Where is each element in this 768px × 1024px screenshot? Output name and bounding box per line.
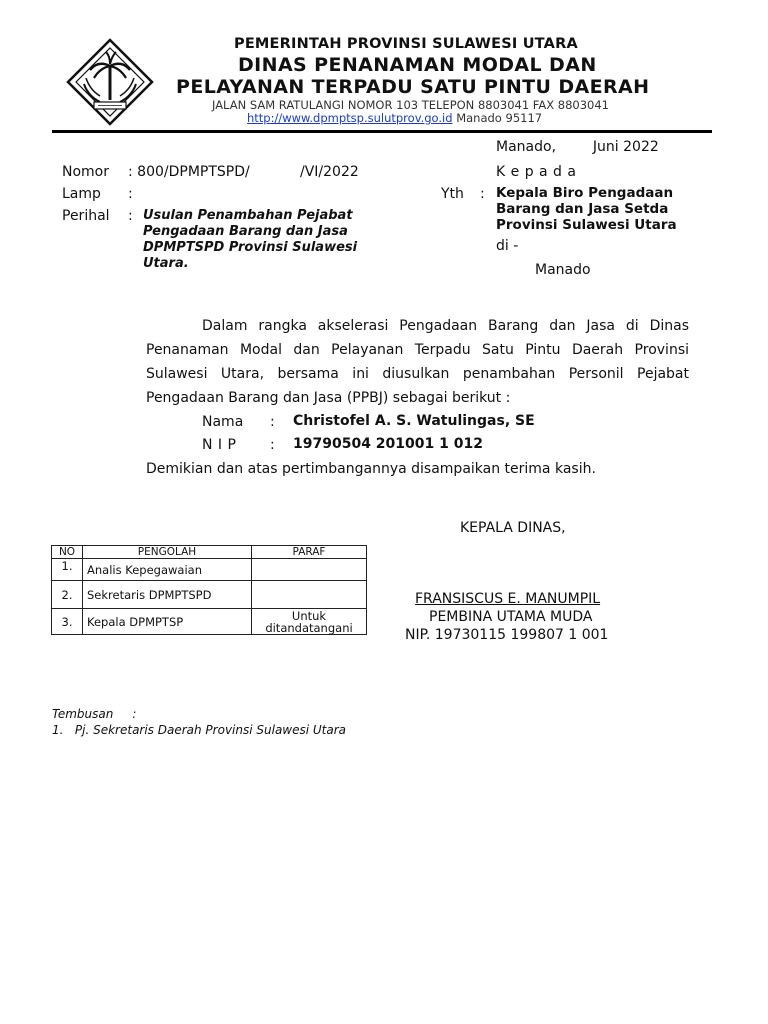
letterhead-contact	[247, 111, 542, 125]
row-number: 1.	[52, 559, 83, 581]
tembusan-item: 1. Pj. Sekretaris Daerah Provinsi Sulawesi Utara	[52, 723, 347, 737]
website-link[interactable]: http://www.dpmptsp.sulutprov.go.id	[247, 111, 453, 125]
recipient-line: Barang dan Jasa Setda	[496, 201, 669, 217]
perihal-colon: :	[128, 208, 133, 224]
nomor-label: Nomor	[62, 164, 109, 180]
table-row	[52, 609, 367, 635]
row-number: 2.	[52, 581, 83, 609]
table-header: PARAF	[252, 546, 367, 559]
city-postal: Manado 95117	[456, 111, 543, 125]
recipient-place: Manado	[535, 262, 591, 278]
row-paraf	[252, 559, 367, 581]
nama-label: Nama	[202, 414, 244, 430]
letterhead-agency-line2: PELAYANAN TERPADU SATU PINTU DAERAH	[176, 76, 650, 98]
yth-label: Yth	[441, 186, 464, 202]
perihal-line: Usulan Penambahan Pejabat	[143, 208, 353, 223]
body-para-line: Pengadaan Barang dan Jasa (PPBJ) sebagai berikut :	[146, 390, 511, 406]
nip-label: N I P	[202, 437, 237, 453]
table-header: PENGOLAH	[83, 546, 252, 559]
paraf-note: Untuk	[291, 608, 327, 623]
signatory-name: FRANSISCUS E. MANUMPIL	[415, 591, 601, 607]
table-row	[52, 581, 367, 609]
signatory-rank: PEMBINA UTAMA MUDA	[429, 609, 593, 625]
nip-colon: :	[270, 437, 275, 453]
lamp-value: :	[128, 186, 133, 202]
perihal-line: Pengadaan Barang dan Jasa	[143, 224, 348, 239]
letterhead-government: PEMERINTAH PROVINSI SULAWESI UTARA	[234, 36, 578, 52]
recipient-line: Provinsi Sulawesi Utara	[496, 217, 677, 233]
row-pengolah: Analis Kepegawaian	[83, 559, 252, 581]
nama-value: Christofel A. S. Watulingas, SE	[293, 413, 535, 429]
closing-sentence: Demikian dan atas pertimbangannya disampaikan terima kasih.	[146, 461, 596, 477]
tembusan-label: Tembusan :	[52, 707, 137, 721]
signatory-nip: NIP. 19730115 199807 1 001	[405, 627, 609, 643]
nomor-suffix: /VI/2022	[300, 164, 359, 180]
perihal-subject	[143, 208, 357, 272]
row-number: 3.	[52, 609, 83, 635]
table-header: NO	[52, 546, 83, 559]
date-city: Manado,	[496, 139, 557, 155]
letterhead-address: JALAN SAM RATULANGI NOMOR 103 TELEPON 8803041 FAX 8803041	[212, 98, 609, 112]
recipient-line: Kepala Biro Pengadaan	[496, 185, 674, 201]
nip-value: 19790504 201001 1 012	[293, 436, 483, 452]
kepada-label: K e p a d a	[496, 164, 577, 180]
lamp-label: Lamp	[62, 186, 101, 202]
body-para-line: Penanaman Modal dan Pelayanan Terpadu Satu Pintu Daerah Provinsi	[146, 342, 689, 358]
body-para-line: Sulawesi Utara, bersama ini diusulkan penambahan Personil Pejabat	[146, 366, 689, 382]
perihal-label: Perihal	[62, 208, 110, 224]
letterhead-agency-line1: DINAS PENANAMAN MODAL DAN	[238, 54, 597, 76]
yth-colon: :	[480, 186, 485, 202]
nomor-value: : 800/DPMPTSPD/	[128, 164, 250, 180]
date-month-year: Juni 2022	[592, 139, 659, 155]
provincial-emblem-logo	[66, 38, 154, 126]
paraf-note: ditandatangani	[265, 620, 353, 635]
letterhead-rule	[52, 130, 712, 133]
letter-date	[496, 139, 659, 155]
recipient-di: di -	[496, 238, 519, 254]
row-pengolah: Sekretaris DPMPTSPD	[83, 581, 252, 609]
signature-title: KEPALA DINAS,	[460, 520, 566, 536]
row-paraf	[252, 581, 367, 609]
row-paraf	[252, 609, 367, 635]
perihal-line: DPMPTSPD Provinsi Sulawesi	[143, 240, 358, 255]
row-pengolah: Kepala DPMPTSP	[83, 609, 252, 635]
recipient-address	[496, 185, 677, 233]
table-header-row	[52, 546, 367, 559]
body-para-line: Dalam rangka akselerasi Pengadaan Barang dan Jasa di Dinas	[202, 318, 689, 334]
perihal-line: Utara.	[143, 256, 189, 271]
table-row	[52, 559, 367, 581]
nama-colon: :	[270, 414, 275, 430]
approval-table	[51, 545, 367, 635]
